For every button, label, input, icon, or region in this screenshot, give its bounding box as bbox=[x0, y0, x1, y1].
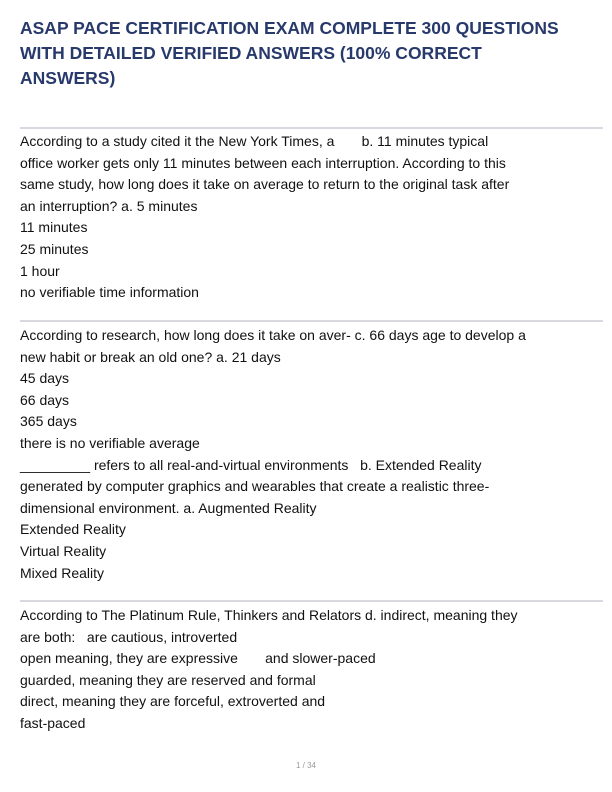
section-divider bbox=[20, 127, 603, 129]
text-line: Extended Reality bbox=[20, 521, 126, 538]
text-line: guarded, meaning they are reserved and formal bbox=[20, 671, 316, 688]
text-line: fast-paced bbox=[20, 714, 86, 731]
text-line: 25 minutes bbox=[20, 240, 89, 257]
text-line: same study, how long does it take on average to return to the original task after bbox=[20, 176, 510, 193]
title-line: ASAP PACE CERTIFICATION EXAM COMPLETE 300 QUESTIONS bbox=[20, 18, 559, 38]
text-line: 1 hour bbox=[20, 262, 60, 279]
qa-block-2 bbox=[20, 325, 590, 584]
text-line: Mixed Reality bbox=[20, 564, 105, 581]
qa-block-3 bbox=[20, 605, 590, 735]
title-line: WITH DETAILED VERIFIED ANSWERS (100% CORRECT bbox=[20, 43, 482, 63]
text-line: According to a study cited it the New York Times, a b. 11 minutes typical bbox=[20, 133, 489, 149]
text-line: _________ refers to all real-and-virtual environments b. Extended Reality bbox=[20, 456, 482, 473]
text-line: direct, meaning they are forceful, extroverted and bbox=[20, 693, 326, 710]
text-line: an interruption? a. 5 minutes bbox=[20, 197, 198, 214]
text-line: 11 minutes bbox=[20, 219, 88, 236]
document-title bbox=[20, 16, 580, 91]
title-line: ANSWERS) bbox=[20, 68, 116, 88]
text-line: 66 days bbox=[20, 391, 70, 408]
section-divider bbox=[20, 320, 603, 322]
text-line: According to research, how long does it take on aver- c. 66 days age to develop a bbox=[20, 327, 526, 343]
text-line: generated by computer graphics and wearables that create a realistic three- bbox=[20, 478, 490, 495]
text-line: 365 days bbox=[20, 413, 77, 430]
text-line: According to The Platinum Rule, Thinkers and Relators d. indirect, meaning they bbox=[20, 607, 518, 623]
text-line: office worker gets only 11 minutes between each interruption. According to this bbox=[20, 154, 506, 171]
page-number: 1 / 34 bbox=[295, 761, 316, 770]
text-line: there is no verifiable average bbox=[20, 434, 200, 451]
text-line: are both: are cautious, introverted bbox=[20, 628, 238, 645]
qa-block-1 bbox=[20, 131, 590, 304]
text-line: new habit or break an old one? a. 21 days bbox=[20, 348, 281, 365]
text-line: Virtual Reality bbox=[20, 542, 107, 559]
text-line: open meaning, they are expressive and slower-paced bbox=[20, 650, 376, 667]
section-divider bbox=[20, 600, 603, 602]
text-line: no verifiable time information bbox=[20, 284, 199, 301]
text-line: dimensional environment. a. Augmented Reality bbox=[20, 499, 317, 516]
text-line: 45 days bbox=[20, 370, 70, 387]
